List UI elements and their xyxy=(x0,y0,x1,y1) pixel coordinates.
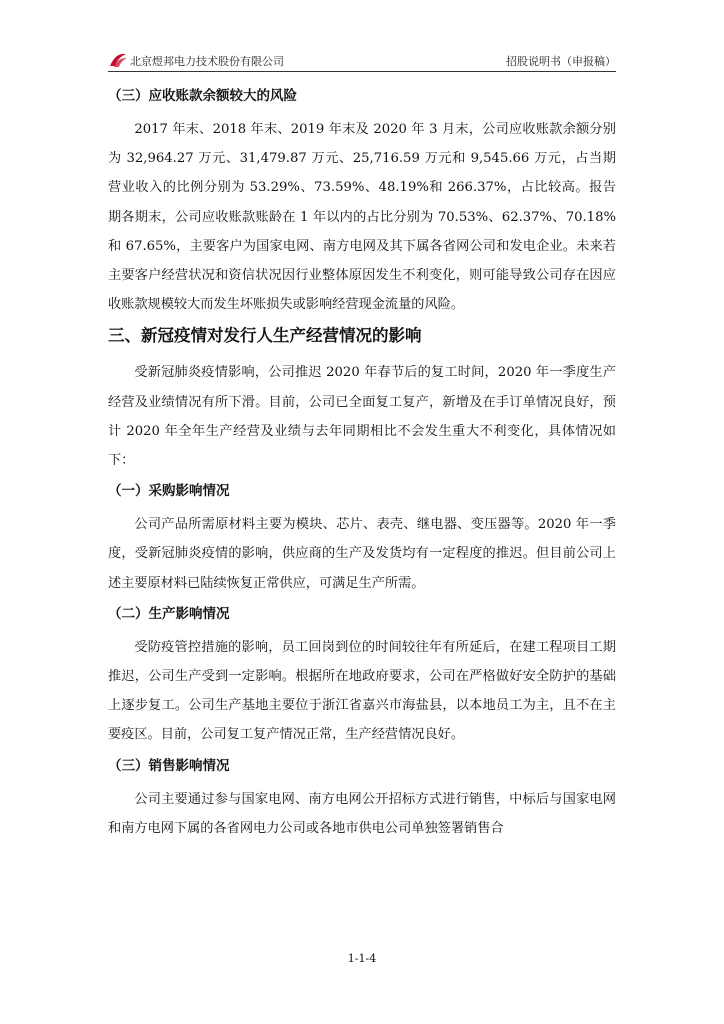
header-rule xyxy=(108,71,616,72)
page-number: 1-1-4 xyxy=(347,952,377,965)
document-body xyxy=(108,86,616,849)
company-logo-icon xyxy=(108,52,128,68)
subsection-heading: （三）销售影响情况 xyxy=(108,757,230,774)
subsection-heading: （三）应收账款余额较大的风险 xyxy=(108,88,297,104)
paragraph: 受新冠肺炎疫情影响，公司推迟 2020 年春节后的复工时间，2020 年一季度生产经营及业绩情况有所下滑。目前，公司已全面复工复产，新增及在手订单情况良好，预计 2020 年全年生产经营及业绩与去年同期相比不会发生重大不利变化，具体情况如下： xyxy=(108,365,616,469)
section-heading: 三、新冠疫情对发行人生产经营情况的影响 xyxy=(108,326,422,346)
subsection-heading: （二）生产影响情况 xyxy=(108,605,230,622)
paragraph: 受防疫管控措施的影响，员工回岗到位的时间较往年有所延后，在建工程项目工期推迟，公司生产受到一定影响。根据所在地政府要求，公司在严格做好安全防护的基础上逐步复工。公司生产基地主要位于浙江省嘉兴市海盐县，以本地员工为主，且不在主要疫区。目前，公司复工复产情况正常，生产经营情况良好。 xyxy=(108,639,616,743)
paragraph: 2017 年末、2018 年末、2019 年末及 2020 年 3 月末，公司应收账款余额分别为 32,964.27 万元、31,479.87 万元、25,716.59 万元和 9,545.66 万元，占当期营业收入的比例分别为 53.29%、73.59%、48.19%和 266.37%，占比较高。报告期各期末，公司应收账款账龄在 1 年以内的占比分别为 70.53%、62.37%、70.18%和 67.65%，主要客户为国家电网、南方电网及其下属各省网公司和发电企业。未来若主要客户经营状况和资信状况因行业整体原因发生不利变化，则可能导致公司存在因应收账款规模较大而发生坏账损失或影响经营现金流量的风险。 xyxy=(108,122,616,313)
subsection-heading: （一）采购影响情况 xyxy=(108,483,230,500)
paragraph: 公司产品所需原材料主要为模块、芯片、表壳、继电器、变压器等。2020 年一季度，受新冠肺炎疫情的影响，供应商的生产及发货均有一定程度的推迟。但目前公司上述主要原材料已陆续恢复正常供应，可满足生产所需。 xyxy=(108,517,616,591)
paragraph: 公司主要通过参与国家电网、南方电网公开招标方式进行销售，中标后与国家电网和南方电网下属的各省网电力公司或各地市供电公司单独签署销售合 xyxy=(108,791,616,836)
document-type: 招股说明书（申报稿） xyxy=(506,55,616,68)
page-header xyxy=(108,50,616,70)
company-name: 北京煜邦电力技术股份有限公司 xyxy=(130,55,284,68)
